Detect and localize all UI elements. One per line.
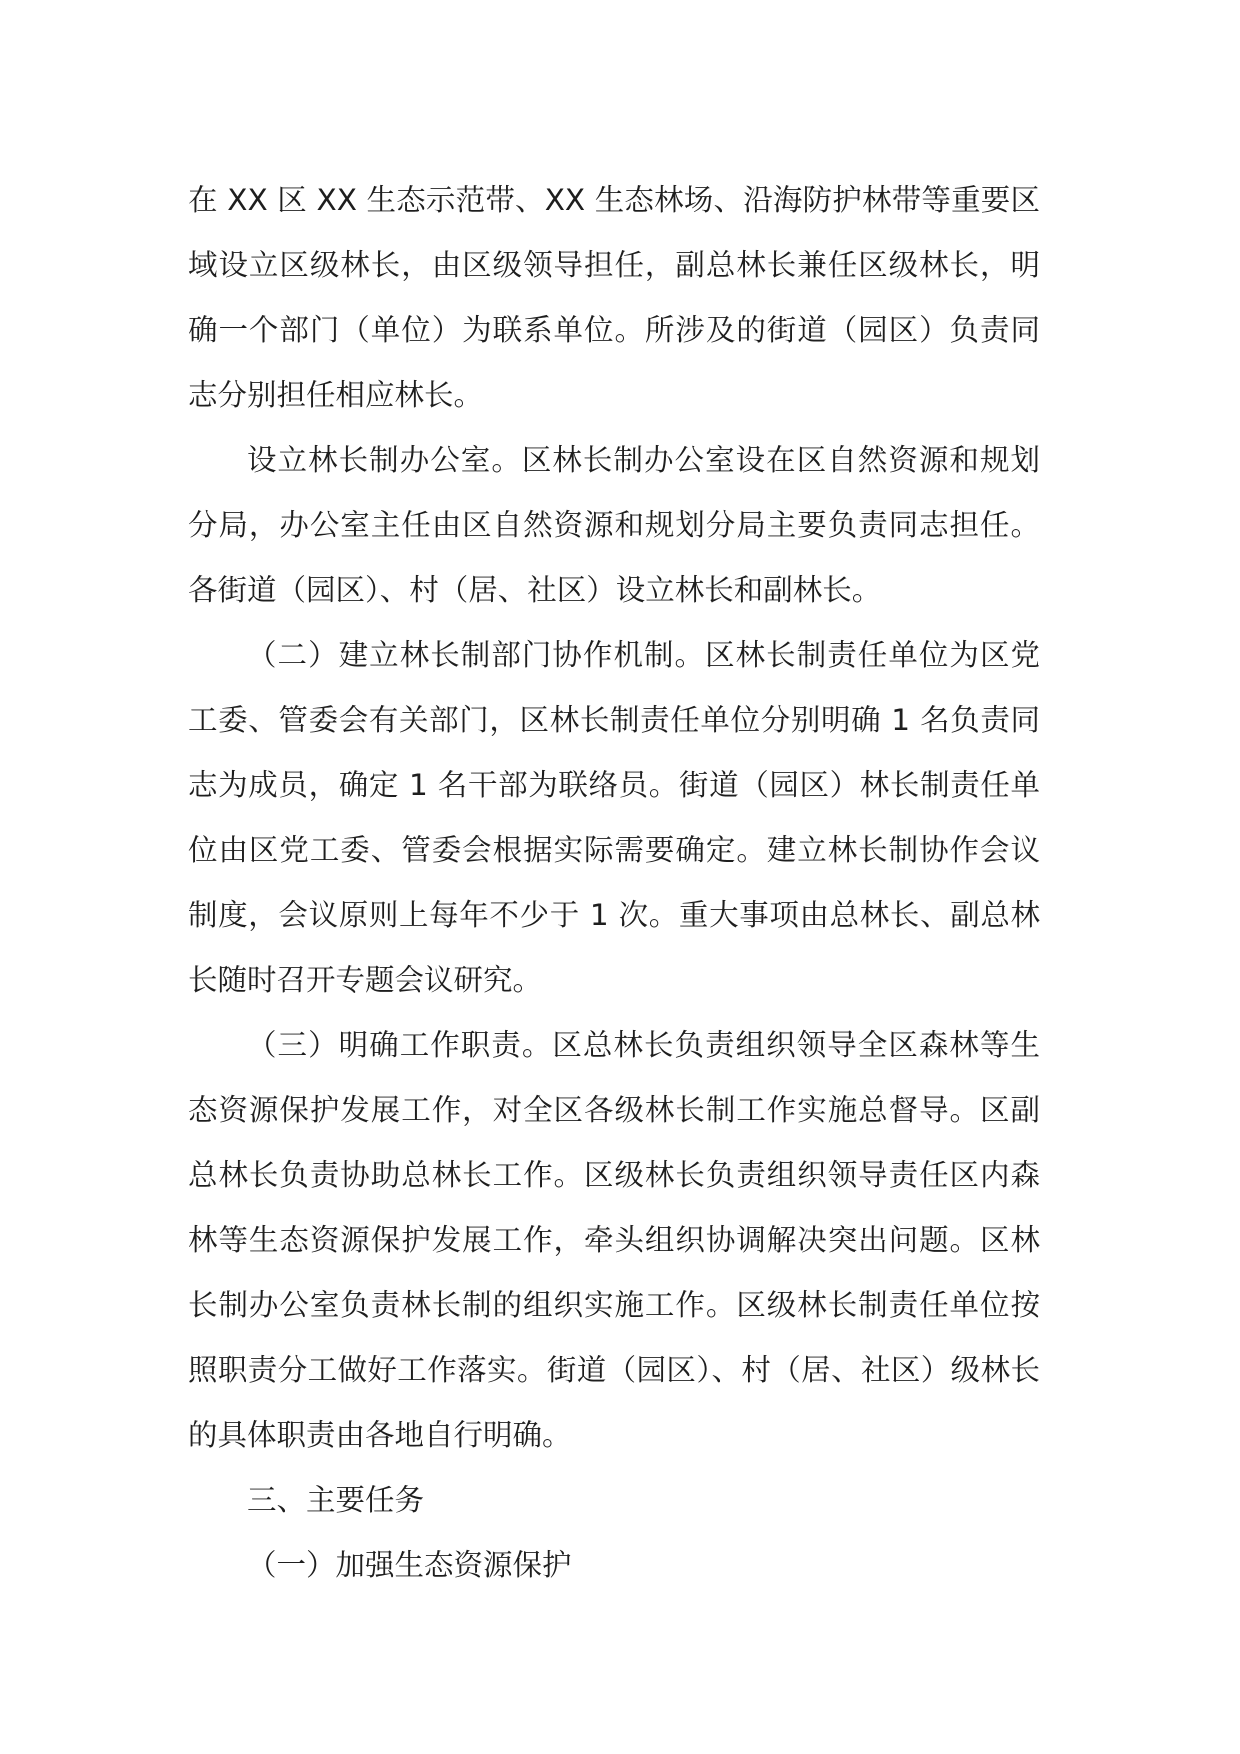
body-paragraph: 在 XX 区 XX 生态示范带、XX 生态林场、沿海防护林带等重要区域设立区级林长，由区级领导担任，副总林长兼任区级林长，明确一个部门（单位）为联系单位。所涉及的街道（园区）负责同志分别担任相应林长。 — [188, 183, 1040, 412]
section-paragraph: （三）明确工作职责。区总林长负责组织领导全区森林等生态资源保护发展工作，对全区各级林长制工作实施总督导。区副总林长负责协助总林长工作。区级林长负责组织领导责任区内森林等生态资源保护发展工作，牵头组织协调解决突出问题。区林长制办公室负责林长制的组织实施工作。区级林长制责任单位按照职责分工做好工作落实。街道（园区）、村（居、社区）级林长的具体职责由各地自行明确。 — [188, 1028, 1040, 1452]
subsection-heading: （一）加强生态资源保护 — [247, 1548, 572, 1582]
section-paragraph: （二）建立林长制部门协作机制。区林长制责任单位为区党工委、管委会有关部门，区林长制责任单位分别明确 1 名负责同志为成员，确定 1 名干部为联络员。街道（园区）林长制责任单位由区党工委、管委会根据实际需要确定。建立林长制协作会议制度，会议原则上每年不少于 1 次。重大事项由总林长、副总林长随时召开专题会议研究。 — [188, 638, 1040, 997]
document-body — [188, 168, 1040, 1598]
body-paragraph: 设立林长制办公室。区林长制办公室设在区自然资源和规划分局，办公室主任由区自然资源和规划分局主要负责同志担任。各街道（园区）、村（居、社区）设立林长和副林长。 — [188, 443, 1040, 607]
section-heading: 三、主要任务 — [247, 1483, 425, 1517]
